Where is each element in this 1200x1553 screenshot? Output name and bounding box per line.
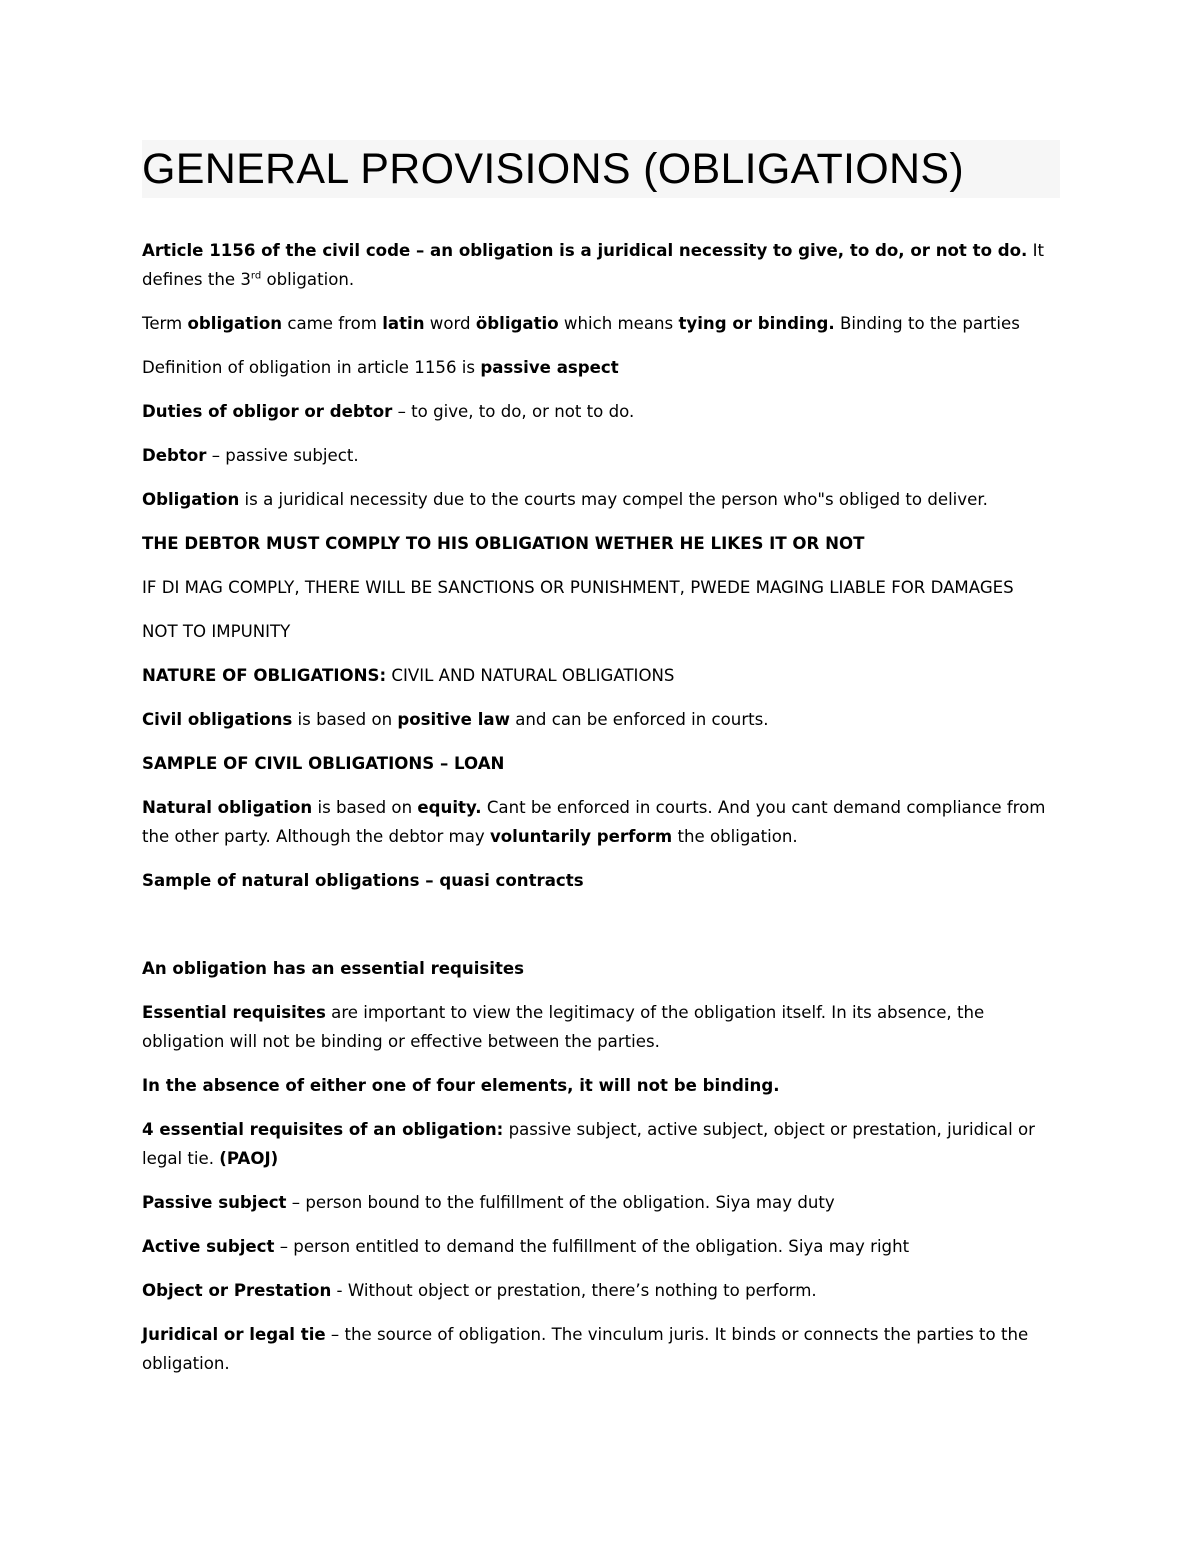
bold-run: Obligation <box>142 490 240 509</box>
text-run: which means <box>558 314 679 333</box>
bold-run: An obligation has an essential requisites <box>142 959 525 978</box>
text-run: Cant be enforced in courts. And you cant demand compliance from the other party. Although the debtor may <box>142 798 1046 846</box>
document-title: GENERAL PROVISIONS (OBLIGATIONS) <box>142 145 964 193</box>
paragraph <box>142 793 1060 851</box>
text-run: CIVIL AND NATURAL OBLIGATIONS <box>386 666 675 685</box>
text-run: – person entitled to demand the fulfillment of the obligation. Siya may right <box>274 1237 910 1256</box>
bold-run: THE DEBTOR MUST COMPLY TO HIS OBLIGATION WETHER HE LIKES IT OR NOT <box>142 534 865 553</box>
bold-run: Juridical or legal tie <box>142 1325 326 1344</box>
text-run: is based on <box>312 798 418 817</box>
bold-run: NATURE OF OBLIGATIONS: <box>142 666 387 685</box>
paragraph <box>142 1188 1060 1217</box>
bold-run: voluntarily perform <box>489 827 673 846</box>
bold-run: obligation <box>187 314 283 333</box>
paragraph <box>142 485 1060 514</box>
paragraph <box>142 749 1060 778</box>
paragraph <box>142 441 1060 470</box>
paragraph <box>142 1232 1060 1261</box>
text-run: – to give, to do, or not to do. <box>392 402 635 421</box>
bold-run: Natural obligation <box>142 798 313 817</box>
text-run: obligation. <box>261 270 355 289</box>
paragraph <box>142 1071 1060 1100</box>
paragraph <box>142 353 1060 382</box>
bold-run: In the absence of either one of four elements, it will not be binding. <box>142 1076 780 1095</box>
title-band <box>142 140 1060 198</box>
paragraph <box>142 529 1060 558</box>
paragraph <box>142 1320 1060 1378</box>
bold-run: (PAOJ) <box>219 1149 279 1168</box>
paragraph <box>142 866 1060 895</box>
text-run: is based on <box>292 710 398 729</box>
paragraph <box>142 236 1060 294</box>
bold-run: 4 essential requisites of an obligation: <box>142 1120 504 1139</box>
bold-run: Passive subject <box>142 1193 287 1212</box>
bold-run: passive aspect <box>480 358 619 377</box>
text-run: Binding to the parties <box>834 314 1020 333</box>
bold-run: SAMPLE OF CIVIL OBLIGATIONS – LOAN <box>142 754 505 773</box>
superscript-run: rd <box>250 270 262 282</box>
text-run: the obligation. <box>672 827 798 846</box>
paragraph <box>142 1115 1060 1173</box>
text-run: IF DI MAG COMPLY, THERE WILL BE SANCTIONS OR PUNISHMENT, PWEDE MAGING LIABLE FOR DAMAGES <box>142 578 1014 597</box>
text-run: – person bound to the fulfillment of the obligation. Siya may duty <box>286 1193 835 1212</box>
paragraph <box>142 954 1060 983</box>
paragraph <box>142 309 1060 338</box>
text-run: - Without object or prestation, there’s nothing to perform. <box>331 1281 817 1300</box>
bold-run: Debtor <box>142 446 207 465</box>
paragraph <box>142 397 1060 426</box>
bold-run: equity. <box>417 798 482 817</box>
text-run: – passive subject. <box>206 446 359 465</box>
bold-run: öbligatio <box>475 314 559 333</box>
bold-run: latin <box>382 314 425 333</box>
paragraph <box>142 617 1060 646</box>
bold-run: Article 1156 of the civil code – an obligation is a juridical necessity to give, to do, or not to do. <box>142 241 1028 260</box>
bold-run: tying or binding. <box>678 314 835 333</box>
paragraph <box>142 998 1060 1056</box>
document-page <box>142 140 1060 1393</box>
bold-run: Active subject <box>142 1237 275 1256</box>
paragraph <box>142 573 1060 602</box>
bold-run: Object or Prestation <box>142 1281 332 1300</box>
text-run: are important to view the legitimacy of the obligation itself. In its absence, the obligation will not be binding or effective between the parties. <box>142 1003 985 1051</box>
paragraph <box>142 661 1060 690</box>
text-run: word <box>424 314 476 333</box>
bold-run: Sample of natural obligations – quasi contracts <box>142 871 584 890</box>
document-body <box>142 236 1060 1378</box>
paragraph <box>142 705 1060 734</box>
text-run: It defines the 3 <box>142 241 1045 289</box>
bold-run: positive law <box>397 710 510 729</box>
text-run: NOT TO IMPUNITY <box>142 622 291 641</box>
text-run: came from <box>282 314 383 333</box>
bold-run: Civil obligations <box>142 710 293 729</box>
paragraph <box>142 1276 1060 1305</box>
text-run: and can be enforced in courts. <box>509 710 769 729</box>
text-run: – the source of obligation. The vinculum juris. It binds or connects the parties to the obligation. <box>142 1325 1029 1373</box>
text-run: is a juridical necessity due to the courts may compel the person who"s obliged to deliver. <box>239 490 988 509</box>
text-run: passive subject, active subject, object or prestation, juridical or legal tie. <box>142 1120 1035 1168</box>
text-run: Definition of obligation in article 1156 is <box>142 358 481 377</box>
blank-line <box>142 910 1060 939</box>
bold-run: Essential requisites <box>142 1003 326 1022</box>
text-run: Term <box>142 314 188 333</box>
bold-run: Duties of obligor or debtor <box>142 402 393 421</box>
